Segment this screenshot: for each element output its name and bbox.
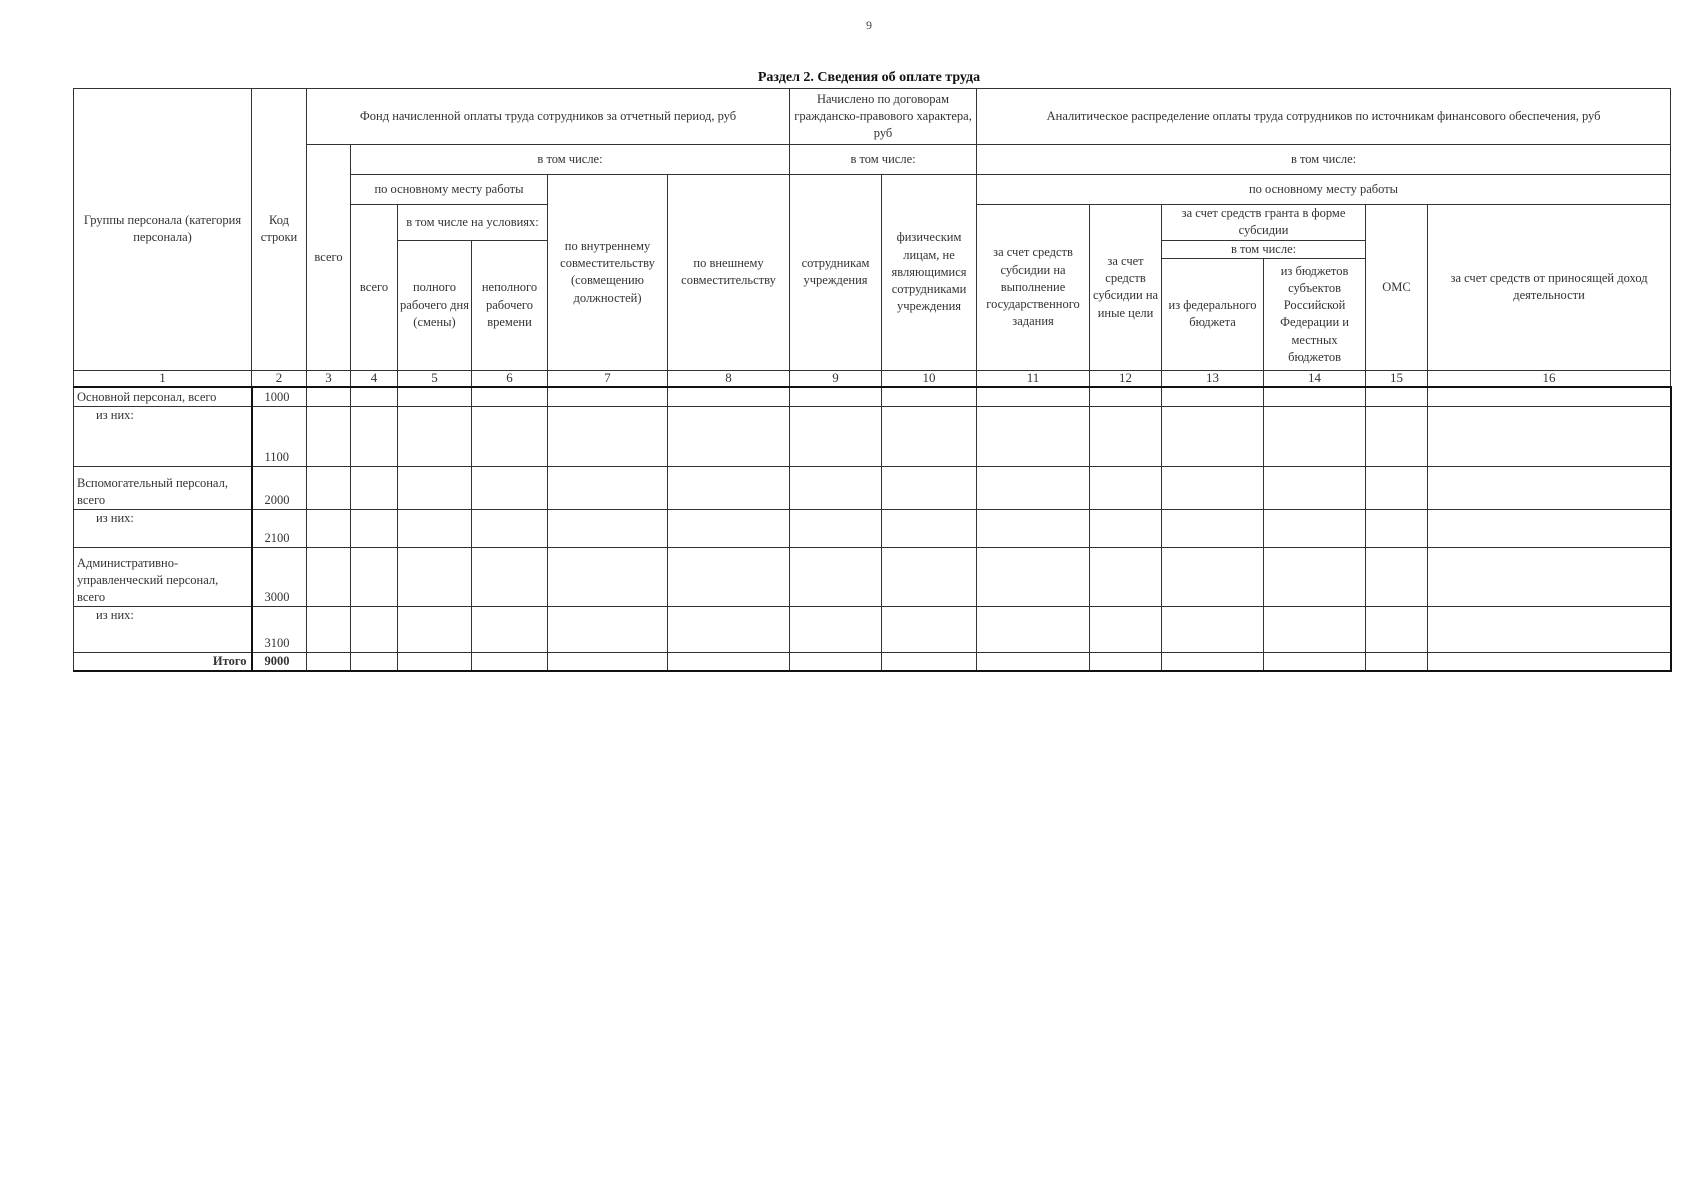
col-num: 9 [790,370,882,387]
data-cell[interactable] [1428,652,1671,671]
row-label: Вспомогательный персонал, всего [74,466,252,509]
data-cell[interactable] [351,406,398,466]
header-incl-cond: в том числе на условиях: [398,205,548,241]
data-cell[interactable] [977,547,1090,606]
data-cell[interactable] [1090,387,1162,406]
header-analytic-main-job: по основному месту работы [977,175,1671,205]
data-cell[interactable] [472,406,548,466]
data-cell[interactable] [1428,509,1671,547]
data-cell[interactable] [398,387,472,406]
table-row [74,466,1671,509]
data-cell[interactable] [472,509,548,547]
data-cell[interactable] [1264,387,1366,406]
data-cell[interactable] [351,652,398,671]
data-cell[interactable] [977,652,1090,671]
data-cell[interactable] [1264,652,1366,671]
data-cell[interactable] [882,466,977,509]
page-number: 9 [866,18,872,32]
header-external: по внешнему совместительству [668,175,790,371]
data-cell[interactable] [548,509,668,547]
data-cell[interactable] [1428,387,1671,406]
data-cell[interactable] [790,547,882,606]
header-income: за счет средств от приносящей доход деятельности [1428,205,1671,371]
row-code: 1100 [252,406,307,466]
data-cell[interactable] [882,509,977,547]
data-cell[interactable] [668,652,790,671]
data-cell[interactable] [1264,547,1366,606]
data-cell[interactable] [472,606,548,652]
data-cell[interactable] [1366,606,1428,652]
header-part-time: неполного рабочего времени [472,240,548,370]
col-num: 4 [351,370,398,387]
data-cell[interactable] [977,606,1090,652]
row-code: 2100 [252,509,307,547]
data-cell[interactable] [1366,652,1428,671]
data-cell[interactable] [1264,606,1366,652]
header-total: всего [307,145,351,371]
data-cell[interactable] [882,547,977,606]
data-cell[interactable] [351,509,398,547]
col-num: 10 [882,370,977,387]
data-cell[interactable] [548,652,668,671]
header-individuals: физическим лицам, не являющимися сотрудниками учреждения [882,175,977,371]
data-cell[interactable] [398,466,472,509]
data-cell[interactable] [1428,466,1671,509]
data-cell[interactable] [548,606,668,652]
data-cell[interactable] [977,387,1090,406]
col-num: 16 [1428,370,1671,387]
data-cell[interactable] [1090,406,1162,466]
data-cell[interactable] [398,406,472,466]
header-code: Код строки [252,89,307,371]
table-row [74,406,1671,466]
header-grant: за счет средств гранта в форме субсидии [1162,205,1366,241]
col-num: 7 [548,370,668,387]
data-cell[interactable] [307,466,351,509]
data-cell[interactable] [977,406,1090,466]
data-cell[interactable] [1366,547,1428,606]
data-cell[interactable] [472,652,548,671]
data-cell[interactable] [1090,652,1162,671]
data-cell[interactable] [1162,387,1264,406]
col-num: 2 [252,370,307,387]
data-cell[interactable] [398,652,472,671]
data-cell[interactable] [1162,406,1264,466]
row-code: 9000 [252,652,307,671]
row-label: из них: [74,406,252,466]
data-cell[interactable] [790,406,882,466]
data-cell[interactable] [1428,547,1671,606]
col-num: 11 [977,370,1090,387]
data-cell[interactable] [548,466,668,509]
header-main-total: всего [351,205,398,371]
col-num: 13 [1162,370,1264,387]
data-cell[interactable] [1366,406,1428,466]
header-fund-incl: в том числе: [351,145,790,175]
header-analytic: Аналитическое распределение оплаты труда сотрудников по источникам финансового обеспечения, руб [977,89,1671,145]
data-cell[interactable] [977,466,1090,509]
row-label: из них: [74,509,252,547]
data-cell[interactable] [472,547,548,606]
data-cell[interactable] [1264,406,1366,466]
table-row [74,509,1671,547]
data-cell[interactable] [307,652,351,671]
col-num: 1 [74,370,252,387]
header-gph: Начислено по договорам гражданско-правового характера, руб [790,89,977,145]
row-code: 2000 [252,466,307,509]
salary-table [73,88,1672,672]
data-cell[interactable] [351,547,398,606]
data-cell[interactable] [1090,606,1162,652]
col-num: 12 [1090,370,1162,387]
col-num: 6 [472,370,548,387]
header-staff: сотрудникам учреждения [790,175,882,371]
data-cell[interactable] [790,606,882,652]
table-row [74,652,1671,671]
row-code: 3000 [252,547,307,606]
data-cell[interactable] [882,652,977,671]
data-cell[interactable] [882,387,977,406]
header-subsidy-other: за счет средств субсидии на иные цели [1090,205,1162,371]
data-cell[interactable] [790,509,882,547]
data-cell[interactable] [398,509,472,547]
data-cell[interactable] [307,509,351,547]
data-cell[interactable] [1366,387,1428,406]
data-cell[interactable] [548,387,668,406]
data-cell[interactable] [790,387,882,406]
row-label: Административно-управленческий персонал, всего [74,547,252,606]
data-cell[interactable] [351,606,398,652]
data-cell[interactable] [1264,466,1366,509]
header-main-job: по основному месту работы [351,175,548,205]
data-cell[interactable] [790,652,882,671]
data-cell[interactable] [882,406,977,466]
header-gph-incl: в том числе: [790,145,977,175]
data-cell[interactable] [472,387,548,406]
data-cell[interactable] [668,509,790,547]
row-label: из них: [74,606,252,652]
header-full-time: полного рабочего дня (смены) [398,240,472,370]
data-cell[interactable] [668,606,790,652]
data-cell[interactable] [668,387,790,406]
data-cell[interactable] [1428,406,1671,466]
data-cell[interactable] [307,606,351,652]
header-subsidy-task: за счет средств субсидии на выполнение государственного задания [977,205,1090,371]
data-cell[interactable] [548,547,668,606]
data-cell[interactable] [548,406,668,466]
data-cell[interactable] [882,606,977,652]
col-num: 3 [307,370,351,387]
data-cell[interactable] [307,387,351,406]
data-cell[interactable] [351,387,398,406]
data-cell[interactable] [398,606,472,652]
col-num: 8 [668,370,790,387]
data-cell[interactable] [351,466,398,509]
data-cell[interactable] [1090,509,1162,547]
data-cell[interactable] [398,547,472,606]
data-cell[interactable] [1162,466,1264,509]
header-federal: из федерального бюджета [1162,258,1264,370]
data-cell[interactable] [977,509,1090,547]
data-cell[interactable] [668,547,790,606]
data-cell[interactable] [1366,509,1428,547]
data-cell[interactable] [668,466,790,509]
col-num: 14 [1264,370,1366,387]
row-code: 1000 [252,387,307,406]
data-cell[interactable] [307,547,351,606]
header-internal: по внутреннему совместительству (совмещению должностей) [548,175,668,371]
data-cell[interactable] [668,406,790,466]
header-regional: из бюджетов субъектов Российской Федерации и местных бюджетов [1264,258,1366,370]
data-cell[interactable] [1428,606,1671,652]
data-cell[interactable] [1162,652,1264,671]
data-cell[interactable] [1162,509,1264,547]
data-cell[interactable] [1090,466,1162,509]
col-num: 15 [1366,370,1428,387]
data-cell[interactable] [1366,466,1428,509]
data-cell[interactable] [790,466,882,509]
data-cell[interactable] [1162,547,1264,606]
data-cell[interactable] [472,466,548,509]
header-fund: Фонд начисленной оплаты труда сотрудников за отчетный период, руб [307,89,790,145]
section-title: Раздел 2. Сведения об оплате труда [757,70,981,85]
table-row [74,387,1671,406]
table-row [74,606,1671,652]
header-groups: Группы персонала (категория персонала) [74,89,252,371]
data-cell[interactable] [1090,547,1162,606]
table-row [74,547,1671,606]
header-grant-incl: в том числе: [1162,240,1366,258]
data-cell[interactable] [307,406,351,466]
data-cell[interactable] [1264,509,1366,547]
col-num: 5 [398,370,472,387]
header-analytic-incl: в том числе: [977,145,1671,175]
row-label: Основной персонал, всего [74,387,252,406]
header-oms: ОМС [1366,205,1428,371]
data-cell[interactable] [1162,606,1264,652]
row-label: Итого [74,652,252,671]
row-code: 3100 [252,606,307,652]
